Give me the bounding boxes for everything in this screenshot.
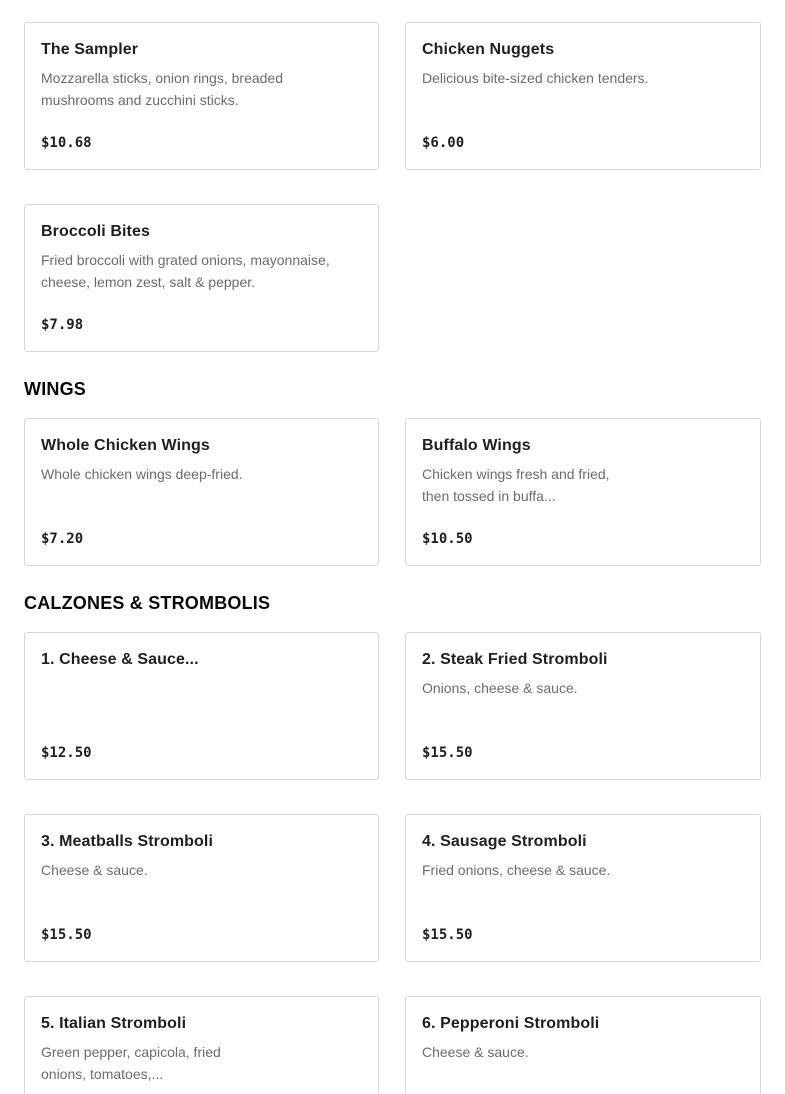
menu-item-price: $10.68 [41,135,92,151]
menu-item-card[interactable] [24,22,379,170]
menu-item-card[interactable] [405,418,761,566]
menu-item-card[interactable] [405,632,761,780]
menu-item-title: Buffalo Wings [422,437,531,454]
menu-item-price: $12.50 [41,745,92,761]
section-heading-wings: WINGS [24,379,86,399]
menu-item-title: 6. Pepperoni Stromboli [422,1015,600,1032]
menu-item-description: Chicken wings fresh and fried, then tossed in buffa... [422,466,610,504]
menu-item-description: Mozzarella sticks, onion rings, breaded mushrooms and zucchini sticks. [41,70,284,108]
menu-item-description: Fried broccoli with grated onions, mayonnaise, cheese, lemon zest, salt & pepper. [41,252,330,290]
menu-item-card[interactable] [24,814,379,962]
menu-item-price: $6.00 [422,135,465,151]
menu-item-title: Chicken Nuggets [422,41,555,58]
menu-item-price: $7.20 [41,531,84,547]
menu-item-title: 3. Meatballs Stromboli [41,833,214,850]
menu-item-price: $15.50 [422,745,473,761]
menu-item-title: 2. Steak Fried Stromboli [422,651,608,668]
menu-item-card[interactable] [24,996,379,1094]
menu-item-description: Whole chicken wings deep-fried. [41,466,243,482]
menu-item-title: 1. Cheese & Sauce... [41,651,199,668]
menu-item-card[interactable] [405,996,761,1094]
menu-item-description: Cheese & sauce. [41,862,148,878]
menu-item-description: Fried onions, cheese & sauce. [422,862,611,878]
menu-item-title: 4. Sausage Stromboli [422,833,587,850]
menu-item-title: Broccoli Bites [41,223,150,240]
menu-item-title: The Sampler [41,41,139,58]
menu-item-title: 5. Italian Stromboli [41,1015,187,1032]
menu-item-card[interactable] [24,418,379,566]
section-heading-calzones: CALZONES & STROMBOLIS [24,593,271,613]
menu-item-description: Delicious bite-sized chicken tenders. [422,70,649,86]
menu-item-price: $15.50 [422,927,473,943]
menu-item-description: Cheese & sauce. [422,1044,529,1060]
menu-item-title: Whole Chicken Wings [41,437,210,454]
menu-item-price: $10.50 [422,531,473,547]
menu-item-description: Green pepper, capicola, fried onions, tomatoes,... [41,1044,221,1082]
menu-item-price: $15.50 [41,927,92,943]
menu-item-card[interactable] [405,814,761,962]
menu-item-card[interactable] [405,22,761,170]
menu-item-card[interactable] [24,204,379,352]
menu-item-price: $7.98 [41,317,84,333]
menu-item-card[interactable] [24,632,379,780]
menu-item-description: Onions, cheese & sauce. [422,680,578,696]
